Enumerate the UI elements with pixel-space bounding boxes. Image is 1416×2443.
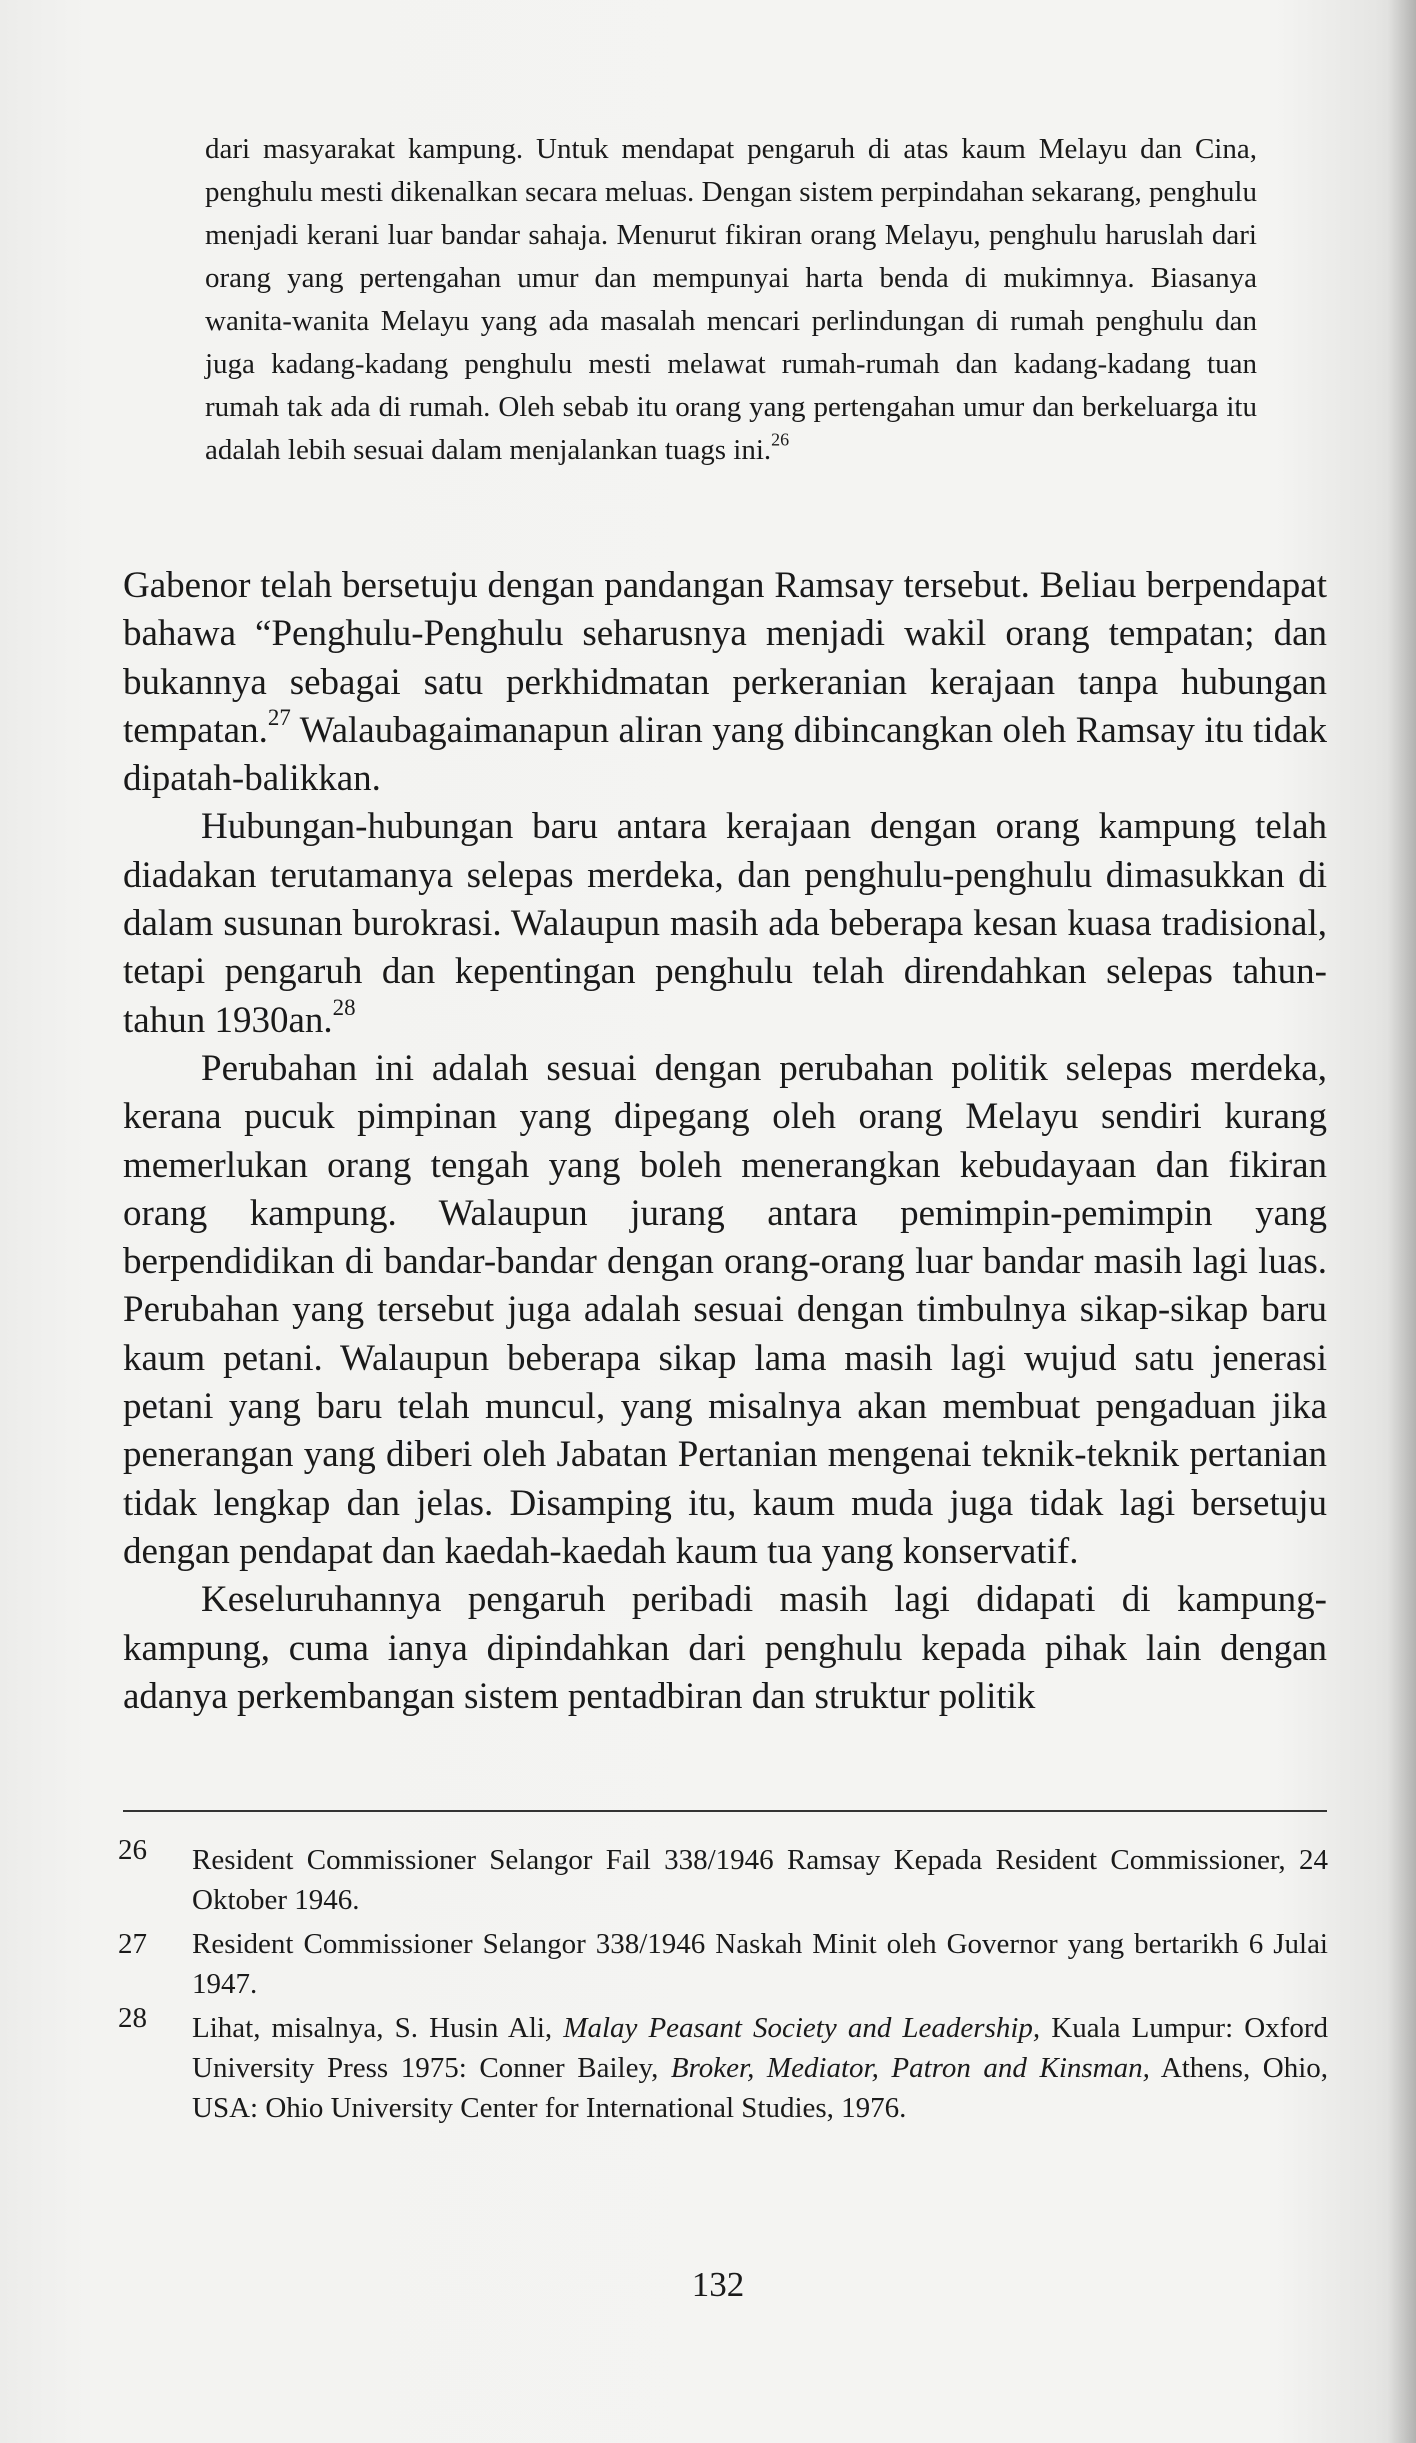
- book-title-broker-mediator: Broker, Mediator, Patron and Kinsman,: [670, 2052, 1150, 2084]
- footnote-27: [118, 1924, 1328, 2004]
- spine-shadow: [1388, 0, 1416, 2443]
- paragraph-3: [123, 1045, 1327, 1576]
- footnote-ref-28: 28: [332, 994, 356, 1020]
- block-quote: [205, 128, 1257, 472]
- paragraph-4: [123, 1576, 1327, 1721]
- footnote-text: Resident Commissioner Selangor 338/1946 Naskah Minit oleh Governor yang bertarikh 6 Julai 1947.: [192, 1928, 1328, 2000]
- paragraph-2-text: Hubungan-hubungan baru antara kerajaan dengan orang kampung telah diadakan terutamanya selepas merdeka, dan penghulu-penghulu dimasukkan di dalam susunan burokrasi. Walaupun masih ada beberapa kesan kuasa tradisional, tetapi pengaruh dan kepentingan penghulu telah direndahkan selepas tahun-tahun 1930an.: [123, 806, 1327, 1041]
- page-number: 132: [691, 2265, 745, 2304]
- paragraph-1: [123, 562, 1327, 803]
- footnote-ref-27: 27: [267, 704, 291, 730]
- footnote-number: 27: [118, 1928, 147, 1960]
- paragraph-2: [123, 803, 1327, 1044]
- footnote-divider: [123, 1810, 1327, 1812]
- footnote-28-text-b: Kuala Lumpur: Oxford University Press 1975: Conner Bailey,: [192, 2012, 1328, 2084]
- paragraph-4-text: Keseluruhannya pengaruh peribadi masih lagi didapati di kampung-kampung, cuma ianya dipindahkan dari penghulu kepada pihak lain dengan adanya perkembangan sistem pentadbiran dan struktur politik: [123, 1579, 1327, 1717]
- footnote-number: 26: [118, 1834, 147, 1866]
- block-quote-text: dari masyarakat kampung. Untuk mendapat pengaruh di atas kaum Melayu dan Cina, penghulu mesti dikenalkan secara meluas. Dengan sistem perpindahan sekarang, penghulu menjadi kerani luar bandar sahaja. Menurut fikiran orang Melayu, penghulu haruslah dari orang yang pertengahan umur dan mempunyai harta benda di mukimnya. Biasanya wanita-wanita Melayu yang ada masalah mencari perlindungan di rumah penghulu dan juga kadang-kadang penghulu mesti melawat rumah-rumah dan kadang-kadang tuan rumah tak ada di rumah. Oleh sebab itu orang yang pertengahan umur dan berkeluarga itu adalah lebih sesuai dalam menjalankan tuags ini.: [205, 133, 1257, 466]
- footnote-text: [192, 2008, 1328, 2128]
- footnote-ref-26: 26: [771, 429, 790, 450]
- paragraph-3-text: Perubahan ini adalah sesuai dengan perubahan politik selepas merdeka, kerana pucuk pimpinan yang dipegang oleh orang Melayu sendiri kurang memerlukan orang tengah yang boleh menerangkan kebudayaan dan fikiran orang kampung. Walaupun jurang antara pemimpin-pemimpin yang berpendidikan di bandar-bandar dengan orang-orang luar bandar masih lagi luas. Perubahan yang tersebut juga adalah sesuai dengan timbulnya sikap-sikap baru kaum petani. Walaupun beberapa sikap lama masih lagi wujud satu jenerasi petani yang baru telah muncul, yang misalnya akan membuat pengaduan jika penerangan yang diberi oleh Jabatan Pertanian mengenai teknik-teknik pertanian tidak lengkap dan jelas. Disamping itu, kaum muda juga tidak lagi bersetuju dengan pendapat dan kaedah-kaedah kaum tua yang konservatif.: [123, 1047, 1327, 1572]
- footnote-28: [118, 2002, 1329, 2128]
- footnote-26: [118, 1834, 1328, 1920]
- book-title-malay-peasant-society: Malay Peasant Society and Leadership,: [563, 2012, 1041, 2044]
- footnote-28-text-c: Athens, Ohio, USA: Ohio University Center for International Studies, 1976.: [192, 2052, 1329, 2124]
- paragraph-1-text-b: Walaubagaimanapun aliran yang dibincangkan oleh Ramsay itu tidak dipatah-balikkan.: [123, 709, 1327, 800]
- footnote-28-text-a: Lihat, misalnya, S. Husin Ali,: [192, 2012, 564, 2044]
- footnote-text: Resident Commissioner Selangor Fail 338/1946 Ramsay Kepada Resident Commissioner, 24 Oktober 1946.: [192, 1844, 1328, 1916]
- footnote-number: 28: [118, 2002, 147, 2034]
- footnotes: [118, 1834, 1329, 2128]
- main-text: [123, 562, 1327, 1721]
- paragraph-1-text-a: Gabenor telah bersetuju dengan pandangan Ramsay tersebut. Beliau berpendapat bahawa “Penghulu-Penghulu seharusnya menjadi wakil orang tempatan; dan bukannya sebagai satu perkhidmatan perkeranian kerajaan tanpa hubungan tempatan.: [123, 565, 1327, 751]
